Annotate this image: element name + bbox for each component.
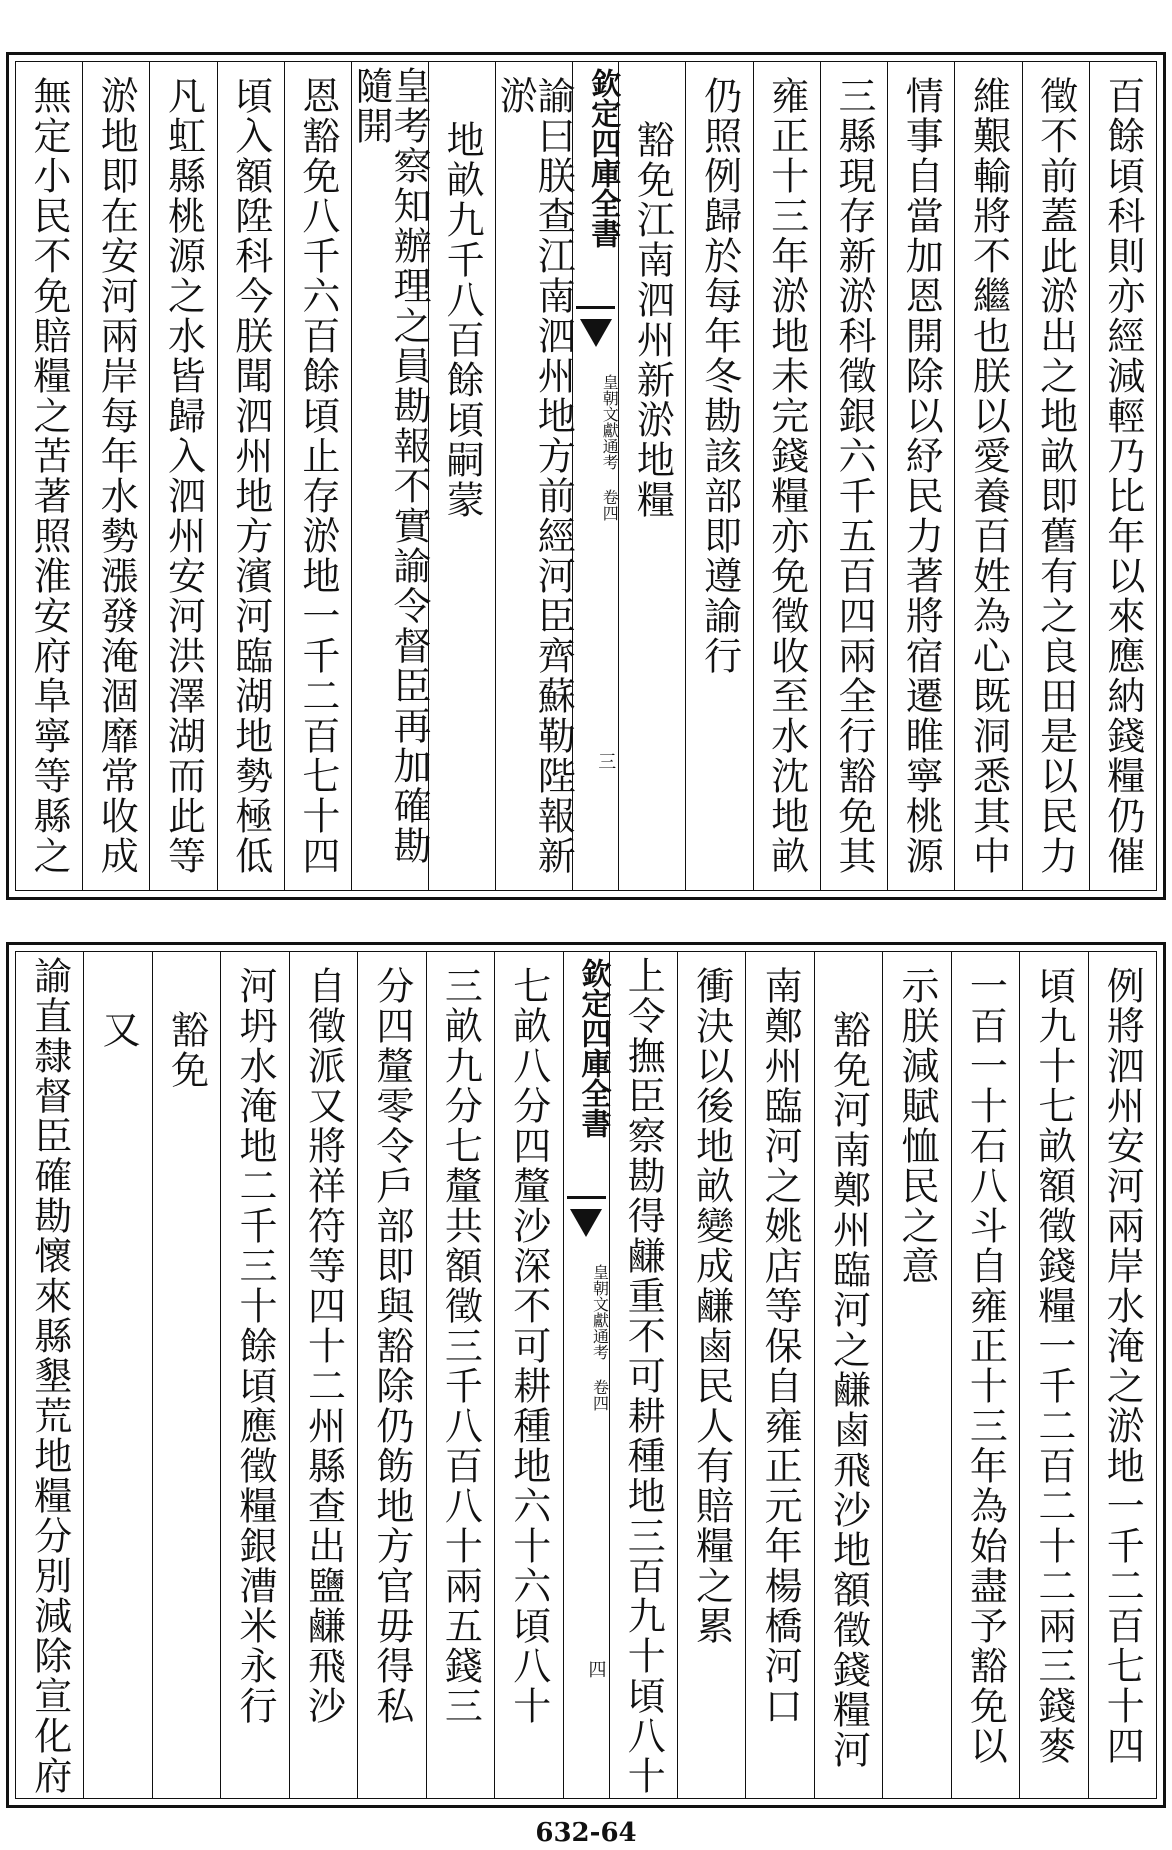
text-column: 凡虹縣桃源之水皆歸入泗州安河洪澤湖而此等 [149, 62, 216, 890]
text-column-elevated: 上令撫臣察勘得鹻重不可耕種地三百九十頃八十 [609, 952, 677, 1798]
text-column: 七畝八分四釐沙深不可耕種地六十六頃八十 [494, 952, 562, 1798]
text-column-elevated: 皇考察知辦理之員勘報不實諭令督臣再加確勘隨開 [351, 62, 428, 890]
top-text-columns [15, 61, 1157, 891]
text-column: 豁免 [152, 952, 220, 1798]
gutter-page-number: 三 [595, 752, 617, 770]
text-column: 自徵派又將祥符等四十二州縣查出鹽鹻飛沙 [289, 952, 357, 1798]
text-column: 徵不前蓋此淤出之地畝即舊有之良田是以民力 [1022, 62, 1089, 890]
gutter-subtitle: 皇朝文獻通考 卷四 [590, 1264, 610, 1411]
text-column: 地畝九千八百餘頃嗣蒙 [428, 62, 495, 890]
page-number: 632-64 [535, 1818, 637, 1848]
gutter-subtitle: 皇朝文獻通考 卷四 [600, 374, 620, 521]
text-column: 一百一十石八斗自雍正十三年為始盡予豁免以 [951, 952, 1019, 1798]
top-page-panel [6, 52, 1166, 900]
text-column: 仍照例歸於每年冬勘該部即遵諭行 [685, 62, 752, 890]
text-column: 諭曰朕查江南泗州地方前經河臣齊蘇勒陛報新淤 [495, 62, 572, 890]
text-column: 情事自當加恩開除以紓民力著將宿遷睢寧桃源 [887, 62, 954, 890]
text-column: 淤地即在安河兩岸每年水勢漲發淹涸靡常收成 [82, 62, 149, 890]
text-column: 百餘頃科則亦經減輕乃比年以來應納錢糧仍催 [1089, 62, 1156, 890]
section-heading-column: 豁免河南鄭州臨河之鹻鹵飛沙地額徵錢糧河 [814, 952, 882, 1798]
text-column: 三畝九分七釐共額徵三千八百八十兩五錢三 [426, 952, 494, 1798]
text-column: 示朕減賦恤民之意 [882, 952, 950, 1798]
text-column: 例將泗州安河兩岸水淹之淤地一千二百七十四 [1088, 952, 1156, 1798]
text-column: 無定小民不免賠糧之苦著照淮安府阜寧等縣之 [27, 76, 72, 876]
text-column: 維艱輸將不繼也朕以愛養百姓為心既洞悉其中 [954, 62, 1021, 890]
text-column: 頃九十七畝額徵錢糧一千二百二十二兩三錢麥 [1019, 952, 1087, 1798]
center-gutter [572, 62, 621, 890]
text-column: 頃入額陞科今朕聞泗州地方濱河臨湖地勢極低 [217, 62, 284, 890]
text-column: 河坍水淹地二千三十餘頃應徵糧銀漕米永行 [220, 952, 288, 1798]
gutter-page-number: 四 [585, 1660, 607, 1678]
text-column: 南鄭州臨河之姚店等保自雍正元年楊橋河口 [745, 952, 813, 1798]
fish-tail-mark [567, 1196, 606, 1255]
center-gutter [563, 952, 609, 1798]
gutter-title: 欽定四庫全書 [575, 958, 611, 1138]
bottom-page-panel [6, 942, 1166, 1808]
text-column: 恩豁免八千六百餘頃止存淤地一千二百七十四 [284, 62, 351, 890]
gutter-title: 欽定四庫全書 [585, 68, 621, 248]
text-column: 衝決以後地畝變成鹻鹵民人有賠糧之累 [677, 952, 745, 1798]
text-column-elevated: 諭直隸督臣確勘懷來縣墾荒地糧分別減除宣化府 [27, 956, 72, 1796]
text-column: 三縣現存新淤科徵銀六千五百四兩全行豁免其 [820, 62, 887, 890]
text-column: 雍正十三年淤地未完錢糧亦免徵收至水沈地畝 [753, 62, 820, 890]
fish-tail-mark [576, 306, 615, 365]
bottom-text-columns [15, 951, 1157, 1799]
section-heading-column: 豁免江南泗州新淤地糧 [618, 62, 685, 890]
text-column: 分四釐零令戶部即與豁除仍飭地方官毋得私 [357, 952, 425, 1798]
text-column: 又 [83, 952, 151, 1798]
